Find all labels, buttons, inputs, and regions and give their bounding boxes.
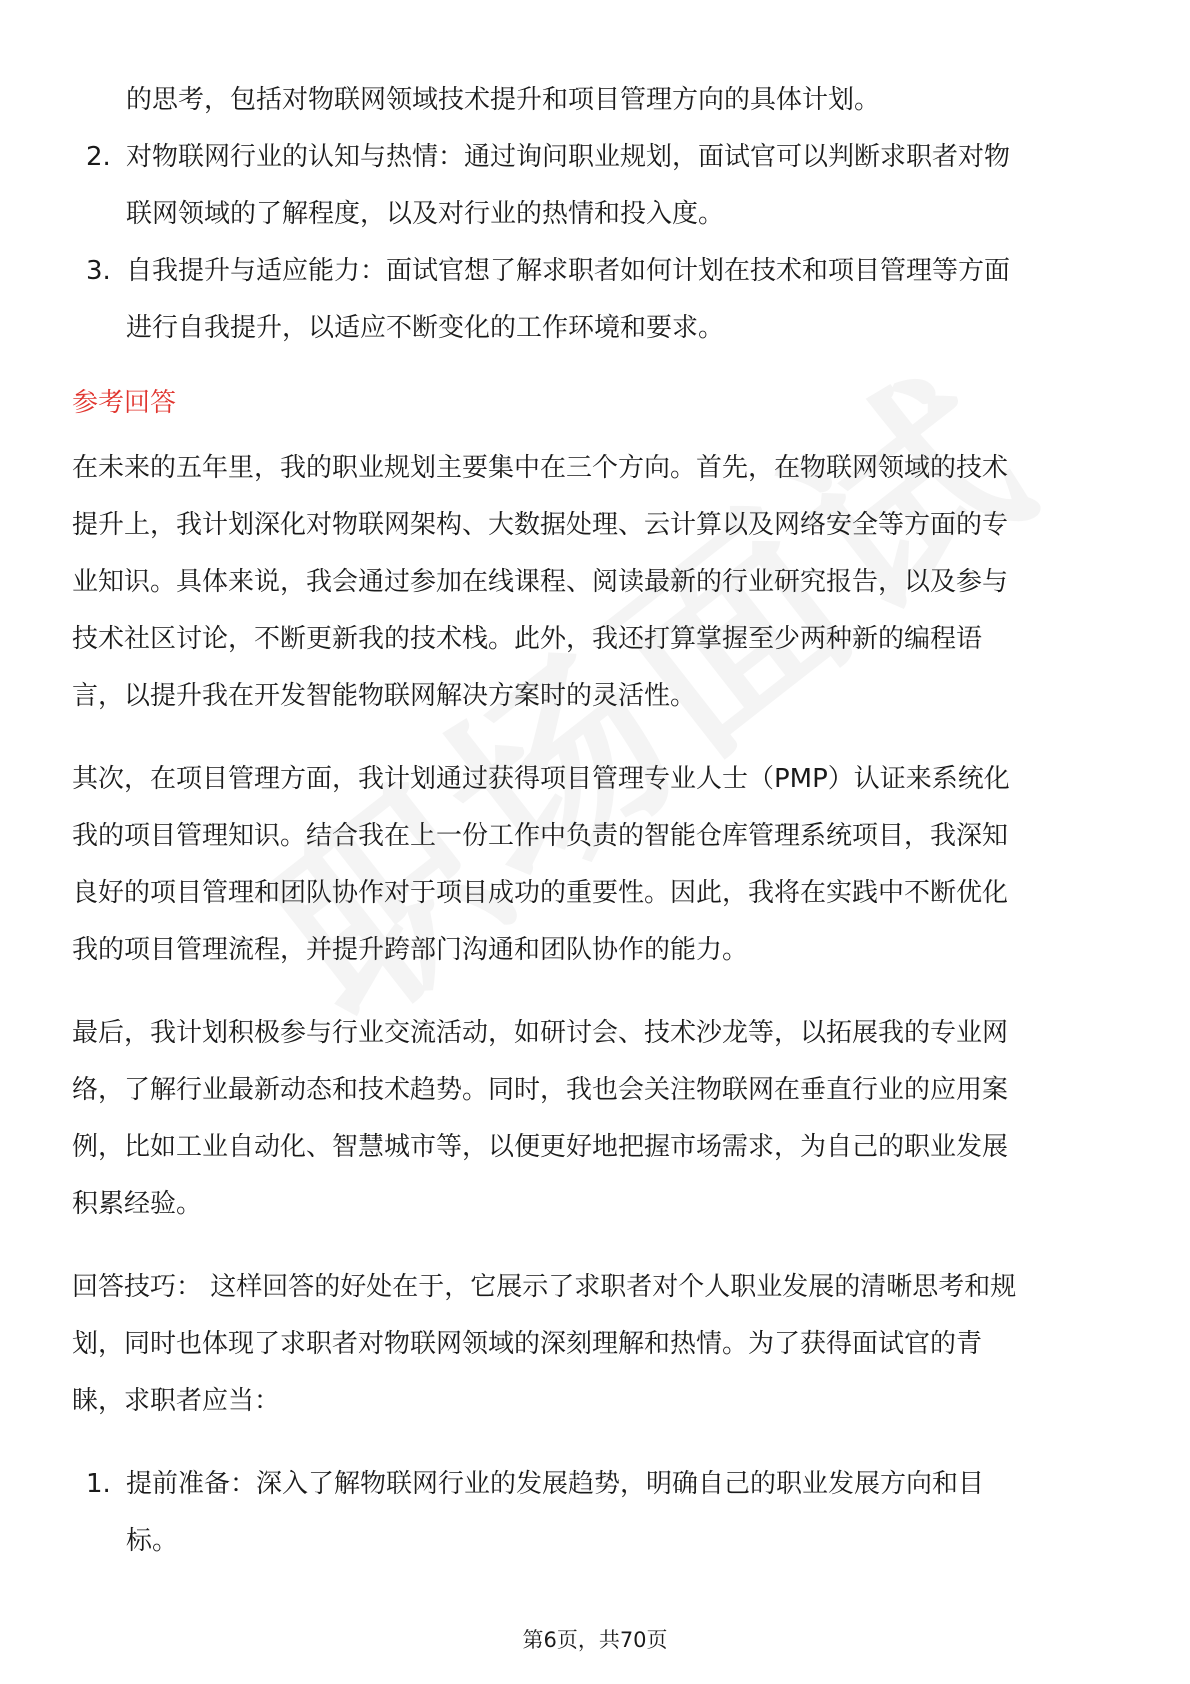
text-line: 我的项目管理流程，并提升跨部门沟通和团队协作的能力。 [72,935,749,965]
text-line: 对物联网行业的认知与热情：通过询问职业规划，面试官可以判断求职者对物 [126,142,1011,172]
text-line: 划，同时也体现了求职者对物联网领域的深刻理解和热情。为了获得面试官的青 [72,1329,983,1359]
text-line: 积累经验。 [72,1189,203,1219]
text-line: 最后，我计划积极参与行业交流活动，如研讨会、技术沙龙等，以拓展我的专业网 [72,1018,1009,1048]
list-number: 1. [86,1469,111,1499]
list-item [72,72,1132,129]
text-line: 其次，在项目管理方面，我计划通过获得项目管理专业人士（PMP）认证来系统化 [72,764,1010,794]
text-line: 言，以提升我在开发智能物联网解决方案时的灵活性。 [72,681,697,711]
text-line: 进行自我提升，以适应不断变化的工作环境和要求。 [126,313,725,343]
text-line: 例，比如工业自动化、智慧城市等，以便更好地把握市场需求，为自己的职业发展 [72,1132,1009,1162]
text-line: 络，了解行业最新动态和技术趋势。同时，我也会关注物联网在垂直行业的应用案 [72,1075,1009,1105]
tips-list [72,1456,1132,1570]
answer-paragraphs [72,440,1132,1430]
text-line: 提升上，我计划深化对物联网架构、大数据处理、云计算以及网络安全等方面的专 [72,510,1009,540]
document-body [72,72,1132,1570]
list-item [72,1456,1132,1570]
paragraph [72,751,1132,979]
text-line: 提前准备：深入了解物联网行业的发展趋势，明确自己的职业发展方向和目 [126,1469,985,1499]
text-line: 标。 [126,1526,179,1556]
paragraph [72,1005,1132,1233]
text-line: 睐，求职者应当： [72,1386,281,1416]
list-item [72,129,1132,243]
text-line: 我的项目管理知识。结合我在上一份工作中负责的智能仓库管理系统项目，我深知 [72,821,1009,851]
text-line: 的思考，包括对物联网领域技术提升和项目管理方向的具体计划。 [126,85,881,115]
text-line: 回答技巧： 这样回答的好处在于，它展示了求职者对个人职业发展的清晰思考和规 [72,1272,1017,1302]
list-number: 3. [86,256,111,286]
text-line: 技术社区讨论，不断更新我的技术栈。此外，我还打算掌握至少两种新的编程语 [72,624,983,654]
paragraph [72,1259,1132,1430]
section-title: 参考回答 [72,388,177,418]
paragraph [72,440,1132,725]
list-item [72,243,1132,357]
text-line: 良好的项目管理和团队协作对于项目成功的重要性。因此，我将在实践中不断优化 [72,878,1009,908]
page-number: 第6页，共70页 [522,1628,668,1652]
text-line: 业知识。具体来说，我会通过参加在线课程、阅读最新的行业研究报告，以及参与 [72,567,1009,597]
text-line: 自我提升与适应能力：面试官想了解求职者如何计划在技术和项目管理等方面 [126,256,1011,286]
text-line: 在未来的五年里，我的职业规划主要集中在三个方向。首先，在物联网领域的技术 [72,453,1009,483]
text-line: 联网领域的了解程度，以及对行业的热情和投入度。 [126,199,725,229]
intro-list [72,72,1132,357]
list-number: 2. [86,142,111,172]
